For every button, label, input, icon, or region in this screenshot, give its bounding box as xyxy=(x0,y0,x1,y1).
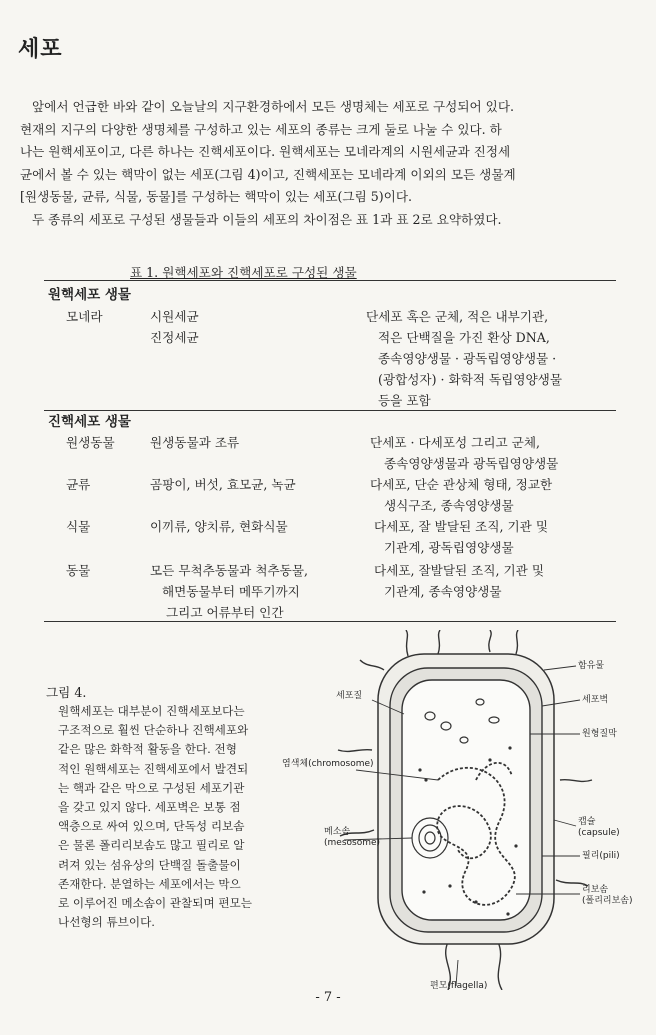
group-fungi: 균류 xyxy=(66,477,91,492)
table-bottom-rule xyxy=(44,621,616,622)
protist-desc: 단세포 · 다세포성 그리고 군체, 종속영양생물과 광독립영양생물 xyxy=(370,435,559,471)
group-plants: 식물 xyxy=(66,519,91,534)
group-monera: 모네라 xyxy=(66,309,103,324)
group-protist: 원생동물 xyxy=(66,435,115,450)
fungi-members: 곰팡이, 버섯, 효모균, 녹균 xyxy=(150,477,296,492)
label-capsule: 캡슐 (capsule) xyxy=(578,817,620,838)
page-title: 세포 xyxy=(18,36,63,62)
label-ribosome: 리보솜 (폴리리보솜) xyxy=(582,885,633,906)
plants-desc: 다세포, 잘 발달된 조직, 기관 및 기관계, 광독립영양생물 xyxy=(374,519,549,555)
label-plasma-membrane: 원형질막 xyxy=(582,729,617,739)
figure-caption: 그림 4. xyxy=(46,685,87,700)
figure-description: 원핵세포는 대부분이 진핵세포보다는 구조적으로 훨씬 단순하나 진핵세포와 같은 많은 화학적 활동을 한다. 전형 적인 원핵세포는 진핵세포에서 발견되 는 핵과 같은 막으로 구성된 세포기관 을 갖고 있지 않다. 세포벽은 보통 점 액층으로 싸여 있으며, 단독성 리보솜 은 물론 폴리리보솜도 많고 필리로 알 려져 있는 섬유상의 단백질 돌출물이 존재한다. 분열하는 세포에서는 막으 로 이루어진 메소솜이 관찰되며 편모는 나선형의 튜브이다. xyxy=(58,704,252,930)
plants-members: 이끼류, 양치류, 현화식물 xyxy=(150,519,288,534)
intro-line-2: 현재의 지구의 다양한 생명체를 구성하고 있는 세포의 종류는 크게 둘로 나눌 수 있다. 하 xyxy=(20,121,502,137)
eukaryote-header: 진핵세포 생물 xyxy=(48,414,131,430)
intro-text xyxy=(20,96,632,232)
intro-line-5: [원생동물, 균류, 식물, 동물]를 구성하는 핵막이 있는 세포(그림 5)이다. xyxy=(20,189,413,205)
label-cytoplasm: 세포질 xyxy=(336,691,363,701)
label-cell-wall: 세포벽 xyxy=(582,695,609,705)
prokaryote-header: 원핵세포 생물 xyxy=(48,287,131,303)
table-caption: 표 1. 원핵세포와 진핵세포로 구성된 생물 xyxy=(130,265,357,280)
intro-line-6: 두 종류의 세포로 구성된 생물들과 이들의 세포의 차이점은 표 1과 표 2로 요약하였다. xyxy=(32,211,502,227)
label-inclusion: 함유물 xyxy=(578,661,605,671)
prokaryote-cell-diagram xyxy=(280,630,650,990)
protist-members: 원생동물과 조류 xyxy=(150,435,240,450)
plasma-membrane-shape xyxy=(402,680,530,920)
monera-desc: 단세포 혹은 군체, 적은 내부기관, 적은 단백질을 가진 환상 DNA, 종속영양생물 · 광독립영양생물 · (광합성자) · 화학적 독립영양생물 등을 포함 xyxy=(366,309,562,408)
intro-line-1: 앞에서 언급한 바와 같이 오늘날의 지구환경하에서 모든 생명체는 세포로 구성되어 있다. xyxy=(32,99,514,114)
table-top-rule xyxy=(44,280,616,281)
label-chromosome: 염색체(chromosome) xyxy=(282,759,374,769)
group-animals: 동물 xyxy=(66,563,91,578)
page-number: - 7 - xyxy=(315,990,341,1005)
intro-line-3: 나는 원핵세포이고, 다른 하나는 진핵세포이다. 원핵세포는 모네라계의 시원세균과 진정세 xyxy=(20,144,511,160)
animals-members: 모든 무척추동물과 척추동물, 해면동물부터 메뚜기까지 그리고 어류부터 인간 xyxy=(150,563,308,620)
animals-desc: 다세포, 잘발달된 조직, 기관 및 기관계, 종속영양생물 xyxy=(374,563,545,599)
fungi-desc: 다세포, 단순 관상체 형태, 정교한 생식구조, 종속영양생물 xyxy=(370,477,553,513)
intro-line-4: 균에서 볼 수 있는 핵막이 없는 세포(그림 4)이고, 진핵세포는 모네라계 이외의 모든 생물계 xyxy=(20,166,516,182)
label-mesosome: 메소솜 (mesosome) xyxy=(324,827,381,848)
monera-members: 시원세균 진정세균 xyxy=(150,309,199,345)
label-pili: 필리(pili) xyxy=(582,851,620,861)
label-flagella: 편모(flagella) xyxy=(430,981,488,990)
